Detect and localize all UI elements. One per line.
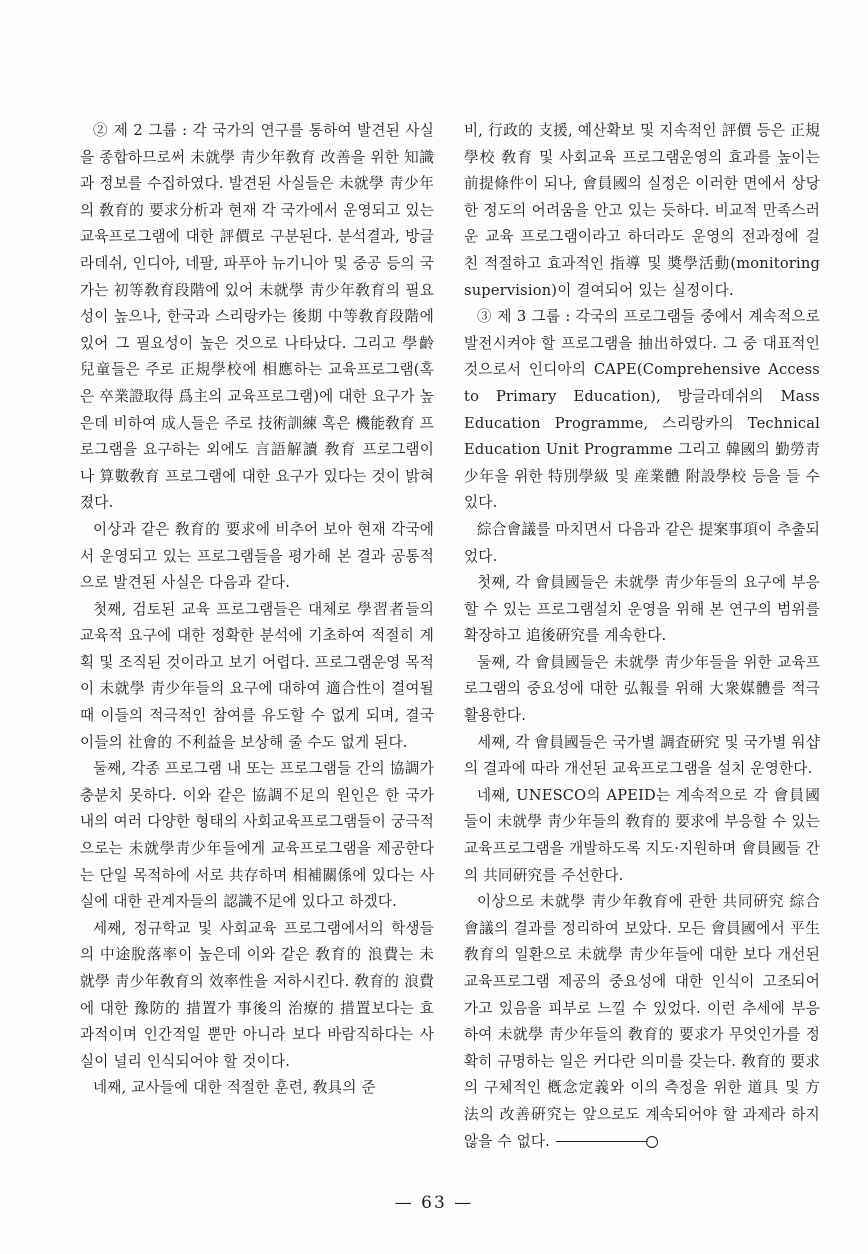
paragraph-proposal-3: 세째, 각 會員國들은 국가별 調査硏究 및 국가별 워샵의 결과에 따라 개선된 교육프로그램을 설치 운영한다.: [464, 733, 820, 778]
paragraph-proposal-2: 둘째, 각 會員國들은 未就學 靑少年들을 위한 교육프로그램의 중요성에 대한 弘報를 위해 大衆媒體를 적극 활용한다.: [464, 653, 820, 725]
paragraph-second-finding: 둘째, 각종 프로그램 내 또는 프로그램들 간의 協調가 충분치 못하다. 이와 같은 協調不足의 원인은 한 국가내의 여러 다양한 형태의 사회교육프로그램들이 궁극적으로는 未就學靑少年들에게 교육프로그램을 제공한다는 단일 목적하에 서로 共存하며 相補關係에 있다는 사실에 대한 관계자들의 認識不足에 있다고 하겠다.: [80, 760, 434, 911]
end-rule: [556, 1141, 648, 1142]
paragraph-proposal-1: 첫째, 각 會員國들은 未就學 靑少年들의 요구에 부응할 수 있는 프로그램설치 운영을 위해 본 연구의 범위를 확장하고 追後硏究를 계속한다.: [464, 574, 820, 645]
paragraph-fourth-finding-start: 네째, 교사들에 대한 적절한 훈련, 敎具의 준: [93, 1079, 376, 1097]
left-text-column: [80, 118, 434, 1102]
right-text-column: [464, 118, 820, 1155]
conclusion-text: 이상으로 未就學 靑少年敎育에 관한 共同硏究 綜合會議의 결과를 정리하여 보았다. 모든 會員國에서 平生敎育의 일환으로 未就學 靑少年들에 대한 보다 개선된 교육프로그램 제공의 중요성에 대한 인식이 고조되어 가고 있음을 피부로 느낄 수 있었다. 이런 추세에 부응하여 未就學 靑少年들의 敎育的 要求가 무엇인가를 정확히 규명하는 일은 커다란 의미를 갖는다. 敎育的 要求의 구체적인 槪念定義와 이의 측정을 위한 道具 및 方法의 改善硏究는 앞으로도 계속되어야 할 과제라 하지 않을 수 없다.: [464, 893, 820, 1150]
paragraph-group2: ② 제 2 그룹 : 각 국가의 연구를 통하여 발견된 사실을 종합하므로써 未就學 靑少年敎育 改善을 위한 知識과 정보를 수집하였다. 발견된 사실들은 未就學 靑少年의 敎育的 要求分析과 현재 각 국가에서 운영되고 있는 교육프로그램에 대한 評價로 구분된다. 분석결과, 방글라데쉬, 인디아, 네팔, 파푸아 뉴기니아 및 중공 등의 국가는 初等敎育段階에 있어 未就學 靑少年敎育의 필요성이 높으나, 한국과 스리랑카는 後期 中等敎育段階에 있어 그 필요성이 높은 것으로 나타났다. 그리고 學齡兒童들은 주로 正規學校에 相應하는 교육프로그램(혹은 卒業證取得 爲主의 교육프로그램)에 대한 요구가 높은데 비하여 成人들은 주로 技術訓練 혹은 機能敎育 프로그램을 요구하는 외에도 言語解讀 敎育 프로그램이나 算數敎育 프로그램에 대한 요구가 있다는 것이 밝혀졌다.: [80, 122, 434, 512]
paragraph-group3: ③ 제 3 그룹 : 각국의 프로그램들 중에서 계속적으로 발전시켜야 할 프로그램을 抽出하였다. 그 중 대표적인 것으로서 인디아의 CAPE(Comprehensive Access to Primary Education), 방글라데쉬의 Mass Education Programme, 스리랑카의 Technical Education Unit Programme 그리고 韓國의 勤勞靑少年을 위한 特別學級 및 産業體 附設學校 등을 들 수 있다.: [464, 308, 820, 512]
end-circle-icon: [646, 1136, 658, 1148]
page-number: — 63 —: [394, 1193, 474, 1213]
paragraph-first-finding: 첫째, 검토된 교육 프로그램들은 대체로 學習者들의 교육적 요구에 대한 정확한 분석에 기초하여 적절히 계획 및 조직된 것이라고 보기 어렵다. 프로그램운영 목적이 未就學 靑少年들의 요구에 대하여 適合性이 결여될 때 이들의 적극적인 참여를 유도할 수 없게 되며, 결국 이들의 社會的 不利益을 보상해 줄 수도 없게 된다.: [80, 600, 434, 751]
paragraph-conclusion: [464, 889, 820, 1155]
paragraph-proposal-4: 네째, UNESCO의 APEID는 계속적으로 각 會員國들이 未就學 靑少年들의 敎育的 要求에 부응할 수 있는 교육프로그램을 개발하도록 지도·지원하며 會員國들 간의 共同硏究를 주선한다.: [464, 786, 820, 884]
paragraph-evaluation-intro: 이상과 같은 敎育的 要求에 비추어 보아 현재 각국에서 운영되고 있는 프로그램들을 평가해 본 결과 공통적으로 발견된 사실은 다음과 같다.: [80, 520, 434, 592]
paragraph-fourth-finding-cont: 비, 行政的 支援, 예산확보 및 지속적인 評價 등은 正規學校 敎育 및 사회교육 프로그램운영의 효과를 높이는 前提條件이 되나, 會員國의 실정은 이러한 면에서 상당한 정도의 어려움을 안고 있는 듯하다. 비교적 만족스러운 교육 프로그램이라고 하더라도 운영의 전과정에 걸친 적절하고 효과적인 指導 및 奬學活動(monitoring supervision)이 결여되어 있는 실정이다.: [464, 122, 820, 299]
paragraph-third-finding: 세째, 정규학교 및 사회교육 프로그램에서의 학생들의 中途脫落率이 높은데 이와 같은 敎育的 浪費는 未就學 靑少年敎育의 效率性을 저하시킨다. 敎育的 浪費에 대한 豫防的 措置가 事後의 治療的 措置보다는 효과적이며 인간적일 뿐만 아니라 보다 바람직하다는 사실이 널리 인식되어야 할 것이다.: [80, 919, 434, 1070]
paragraph-proposals-intro: 綜合會議를 마치면서 다음과 같은 提案事項이 추출되었다.: [464, 520, 820, 565]
